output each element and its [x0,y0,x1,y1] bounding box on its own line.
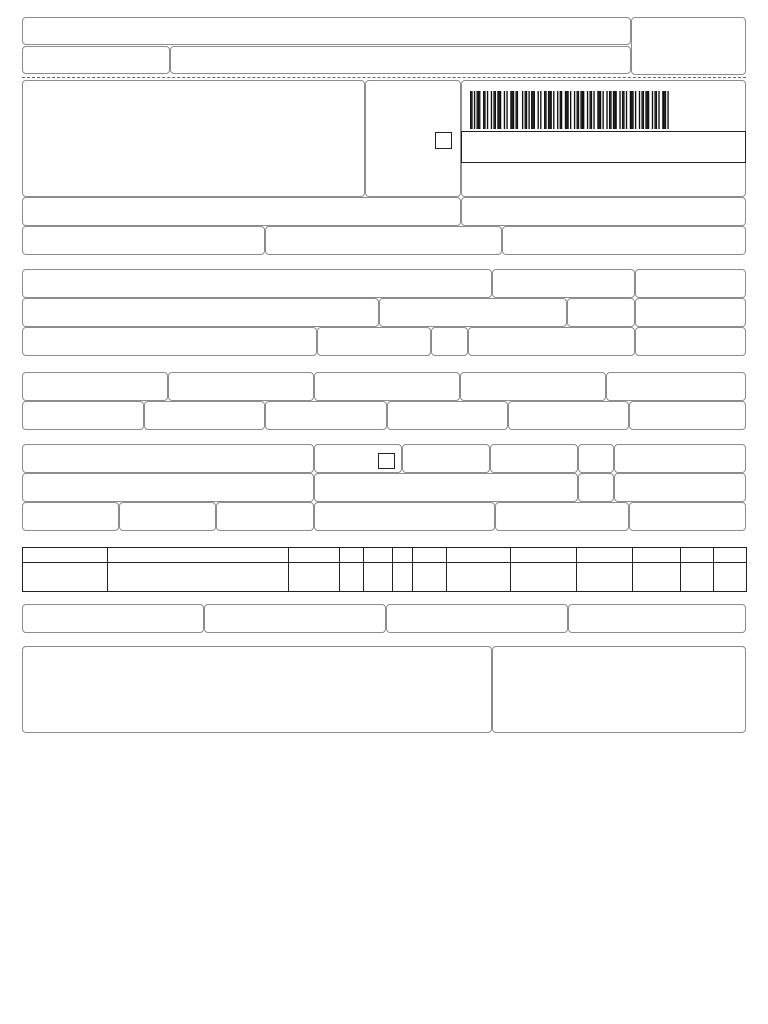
barcode-bar [593,91,594,129]
barcode-bar [641,91,642,129]
operation-nature-field[interactable] [22,197,461,226]
barcode-bar [635,91,636,129]
barcode-bar [597,91,598,129]
barcode-bar [560,91,561,129]
table-cell[interactable] [577,563,632,592]
barcode-bar [478,91,479,129]
carrier-reg-field[interactable] [614,473,746,502]
barcode-bar [583,91,584,129]
recipient-phone-field[interactable] [317,327,431,356]
barcode-bar [522,91,523,129]
barcode-bar [525,91,526,129]
barcode-bar [610,91,611,129]
tax-field-10[interactable] [508,401,629,430]
access-key-box[interactable] [461,131,746,163]
stub-field-2[interactable] [22,46,170,74]
barcode-bar [664,91,665,129]
barcode-bar [506,91,507,129]
recipient-state-field[interactable] [431,327,468,356]
barcode-bar [479,91,480,129]
barcode-bar [534,91,535,129]
table-cell[interactable] [681,563,714,592]
net-weight-field[interactable] [629,502,746,531]
issqn-field-2[interactable] [204,604,386,633]
carrier-state-field[interactable] [578,473,614,502]
barcode-bar [591,91,592,129]
vehicle-plate-field[interactable] [490,444,578,473]
barcode-bar [576,91,577,129]
volume-number-field[interactable] [314,502,495,531]
barcode-bar [652,91,653,129]
authorization-protocol-field[interactable] [461,197,746,226]
table-cell[interactable] [364,563,393,592]
barcode-bar [589,91,590,129]
table-header-cell [413,548,446,563]
barcode-bar [619,91,620,129]
table-cell[interactable] [714,563,747,592]
barcode-bar [557,91,558,129]
table-cell[interactable] [632,563,680,592]
barcode-bar [491,91,492,129]
table-header-cell [510,548,577,563]
issuer-field-a[interactable] [22,226,265,255]
cut-line [22,77,746,78]
carrier-address-field[interactable] [22,473,314,502]
table-row [23,563,747,592]
table-header-cell [288,548,339,563]
volume-qty-field[interactable] [22,502,119,531]
barcode-bar [566,91,567,129]
barcode-bar [500,91,501,129]
tax-field-3[interactable] [314,372,460,401]
table-cell[interactable] [446,563,510,592]
barcode-bar [578,91,579,129]
table-header-cell [23,548,108,563]
barcode-bar [513,91,514,129]
barcode-bar [549,91,550,129]
barcode-bar [483,91,484,129]
recipient-date-field[interactable] [635,269,746,298]
barcode-bar [602,91,603,129]
volume-species-field[interactable] [119,502,216,531]
barcode-bar [495,91,496,129]
tax-field-5[interactable] [606,372,746,401]
carrier-name-field[interactable] [22,444,314,473]
barcode-bar [528,91,529,129]
tax-field-4[interactable] [460,372,606,401]
barcode-bar [551,91,552,129]
barcode-bar [658,91,659,129]
barcode-bar [662,91,663,129]
barcode-bar [538,91,539,129]
barcode-bar [567,91,568,129]
products-table-header [23,548,747,563]
table-cell[interactable] [413,563,446,592]
tax-field-7[interactable] [144,401,265,430]
recipient-postal-field[interactable] [567,298,635,327]
table-header-cell [446,548,510,563]
barcode-bar [613,91,614,129]
barcode-bar [471,91,472,129]
barcode-bar [600,91,601,129]
table-header-cell [340,548,364,563]
stub-field-3[interactable] [170,46,631,74]
freight-checkbox[interactable] [378,453,395,469]
barcode-bar [470,91,471,129]
barcode-bar [630,91,631,129]
table-header-cell [714,548,747,563]
barcode-bar [565,91,566,129]
barcode-bar [487,91,488,129]
barcode-bar [493,91,494,129]
carrier-code-field[interactable] [402,444,490,473]
barcode-bar [545,91,546,129]
barcode-bar [656,91,657,129]
table-cell[interactable] [288,563,339,592]
barcode-bar [645,91,646,129]
barcode-bar [582,91,583,129]
tax-field-2[interactable] [168,372,314,401]
issuer-block[interactable] [22,80,365,197]
carrier-city-field[interactable] [314,473,578,502]
barcode [470,91,670,129]
carrier-id-field[interactable] [614,444,746,473]
barcode-bar [484,91,485,129]
tax-field-1[interactable] [22,372,168,401]
tax-field-8[interactable] [265,401,387,430]
barcode-bar [599,91,600,129]
table-cell[interactable] [23,563,108,592]
barcode-bar [665,91,666,129]
table-header-cell [364,548,393,563]
barcode-bar [574,91,575,129]
barcode-bar [580,91,581,129]
barcode-bar [570,91,571,129]
recipient-name-field[interactable] [22,269,492,298]
barcode-bar [531,91,532,129]
barcode-bar [526,91,527,129]
table-header-cell [577,548,632,563]
table-header-cell [393,548,413,563]
issqn-field-1[interactable] [22,604,204,633]
tax-field-11[interactable] [629,401,746,430]
issuer-field-c[interactable] [502,226,746,255]
barcode-bar [648,91,649,129]
tax-field-9[interactable] [387,401,508,430]
tax-field-6[interactable] [22,401,144,430]
barcode-bar [476,91,477,129]
recipient-id-field[interactable] [492,269,635,298]
stub-field-1[interactable] [22,17,631,45]
table-cell[interactable] [393,563,413,592]
barcode-bar [474,91,475,129]
recipient-district-field[interactable] [379,298,567,327]
recipient-time-field[interactable] [635,327,746,356]
issuer-field-b[interactable] [265,226,502,255]
recipient-address-field[interactable] [22,298,379,327]
barcode-bar [532,91,533,129]
table-cell[interactable] [107,563,288,592]
barcode-bar [517,91,518,129]
volume-brand-field[interactable] [216,502,314,531]
barcode-bar [626,91,627,129]
table-header-cell [681,548,714,563]
issqn-field-3[interactable] [386,604,568,633]
barcode-bar [497,91,498,129]
barcode-bar [510,91,511,129]
barcode-bar [561,91,562,129]
recipient-city-field[interactable] [22,327,317,356]
reserved-area-field[interactable] [492,646,746,733]
barcode-bar [631,91,632,129]
barcode-bar [504,91,505,129]
additional-info-field[interactable] [22,646,492,733]
barcode-bar [544,91,545,129]
products-table [22,547,747,592]
issqn-field-4[interactable] [568,604,746,633]
barcode-bar [515,91,516,129]
table-header-cell [107,548,288,563]
barcode-bar [553,91,554,129]
table-cell[interactable] [510,563,577,592]
barcode-bar [609,91,610,129]
barcode-bar [632,91,633,129]
barcode-bar [639,91,640,129]
barcode-bar [647,91,648,129]
entry-exit-checkbox[interactable] [435,132,452,149]
recipient-reg-field[interactable] [468,327,635,356]
barcode-bar [615,91,616,129]
barcode-bar [667,91,668,129]
table-cell[interactable] [340,563,364,592]
recipient-date2-field[interactable] [635,298,746,327]
gross-weight-field[interactable] [495,502,629,531]
table-header-cell [632,548,680,563]
stub-corner-field[interactable] [631,17,746,75]
barcode-bar [606,91,607,129]
barcode-bar [614,91,615,129]
vehicle-state-field[interactable] [578,444,614,473]
barcode-bar [623,91,624,129]
barcode-bar [622,91,623,129]
barcode-bar [540,91,541,129]
barcode-bar [512,91,513,129]
barcode-bar [587,91,588,129]
barcode-bar [654,91,655,129]
barcode-bar [548,91,549,129]
barcode-bar [499,91,500,129]
barcode-bar [643,91,644,129]
